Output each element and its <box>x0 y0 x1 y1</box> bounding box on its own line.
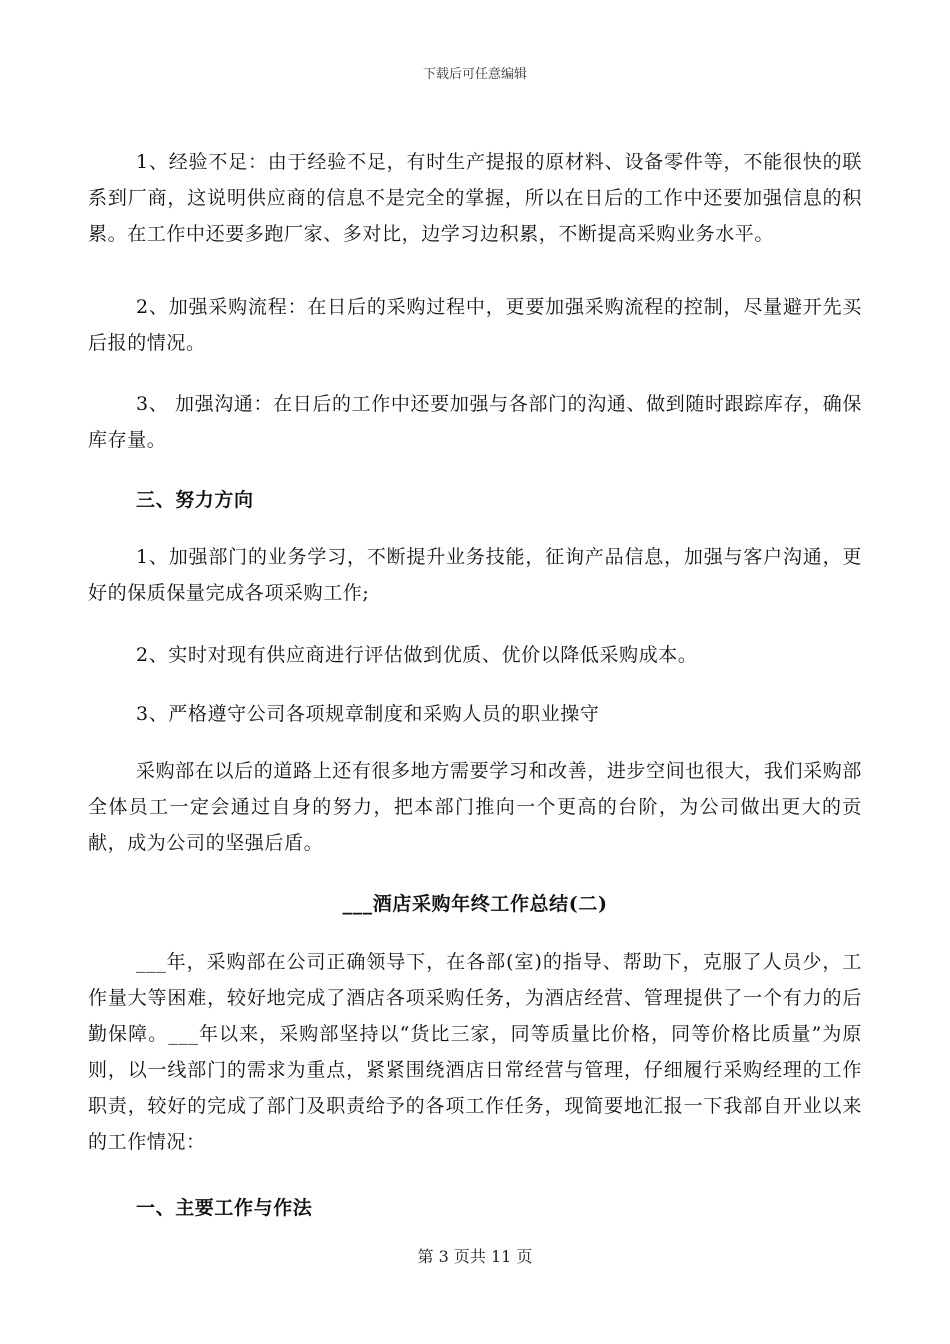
heading-direction: 三、努力方向 <box>136 489 254 511</box>
paragraph-communication: 3、 加强沟通：在日后的工作中还要加强与各部门的沟通、做到随时跟踪库存，确保库存量。 <box>88 393 862 451</box>
paragraph-experience: 1、经验不足：由于经验不足，有时生产提报的原材料、设备零件等，不能很快的联系到厂商，这说明供应商的信息不是完全的掌握，所以在日后的工作中还要加强信息的积累。在工作中还要多跑厂家、多对比，边学习边积累，不断提高采购业务水平。 <box>88 151 862 245</box>
heading-main-work: 一、主要工作与作法 <box>136 1197 313 1219</box>
paragraph-direction-1: 1、加强部门的业务学习，不断提升业务技能，征询产品信息，加强与客户沟通，更好的保质保量完成各项采购工作; <box>88 546 862 604</box>
paragraph-summary: ___年，采购部在公司正确领导下，在各部(室)的指导、帮助下，克服了人员少，工作量大等困难，较好地完成了酒店各项采购任务，为酒店经营、管理提供了一个有力的后勤保障。___年以来，采购部坚持以“货比三家，同等质量比价格，同等价格比质量”为原则，以一线部门的需求为重点，紧紧围绕酒店日常经营与管理，仔细履行采购经理的工作职责，较好的完成了部门及职责给予的各项工作任务，现简要地汇报一下我部自开业以来的工作情况： <box>88 951 862 1153</box>
paragraph-direction-2: 2、实时对现有供应商进行评估做到优质、优价以降低采购成本。 <box>136 644 698 666</box>
page-footer: 第 3 页共 11 页 <box>417 1247 533 1266</box>
paragraph-direction-3: 3、严格遵守公司各项规章制度和采购人员的职业操守 <box>136 703 600 725</box>
paragraph-conclusion: 采购部在以后的道路上还有很多地方需要学习和改善，进步空间也很大，我们采购部全体员工一定会通过自身的努力，把本部门推向一个更高的台阶，为公司做出更大的贡献，成为公司的坚强后盾。 <box>88 760 862 854</box>
paragraph-process: 2、加强采购流程：在日后的采购过程中，更要加强采购流程的控制，尽量避开先买后报的情况。 <box>88 296 862 354</box>
page-header: 下载后可任意编辑 <box>422 67 527 82</box>
section-title: ___酒店采购年终工作总结(二) <box>342 893 608 915</box>
